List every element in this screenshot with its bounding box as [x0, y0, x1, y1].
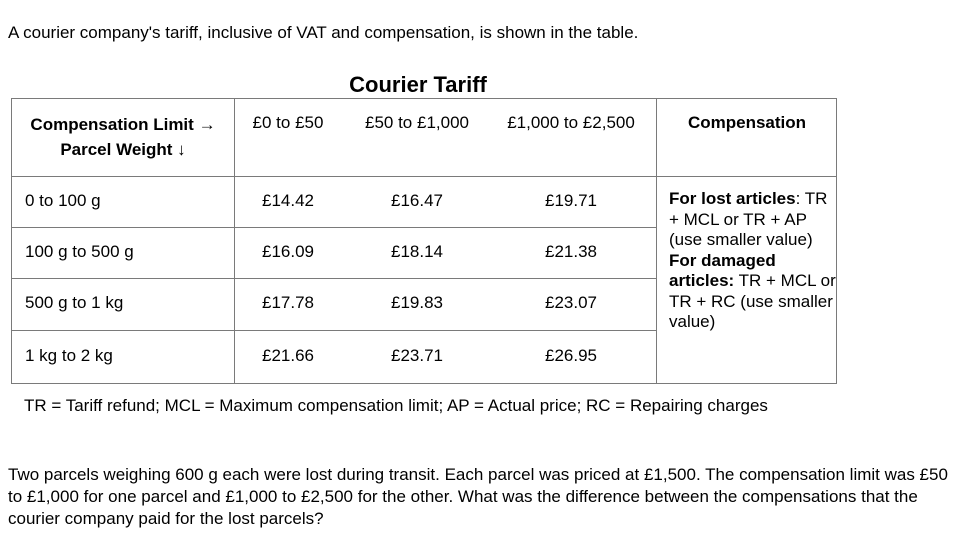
grid-line — [656, 176, 837, 177]
question-text: Two parcels weighing 600 g each were lost during transit. Each parcel was priced at £1,500. The compensation limit was £50 to £1,000 for one parcel and £1,000 to £2,500 for the other. What was the difference between the compensations that the courier company paid for the lost parcels? — [8, 465, 948, 528]
damaged-articles-rule: TR + MCL or TR + RC (use smaller value) — [669, 271, 836, 331]
weight-cell: 1 kg to 2 kg — [25, 346, 113, 365]
weight-cell: 0 to 100 g — [25, 191, 101, 210]
column-header: £1,000 to £2,500 — [507, 113, 635, 132]
tariff-cell: £23.71 — [391, 346, 443, 365]
tariff-cell: £14.42 — [262, 191, 314, 210]
lost-articles-label: For lost articles — [669, 189, 796, 208]
grid-line — [234, 99, 235, 383]
tariff-cell: £19.83 — [391, 293, 443, 312]
table-title: Courier Tariff — [349, 72, 487, 97]
column-header: £50 to £1,000 — [365, 113, 469, 132]
intro-text: A courier company's tariff, inclusive of VAT and compensation, is shown in the table. — [8, 23, 639, 42]
row-header-label: Compensation Limit → — [30, 115, 216, 134]
lost-articles-colon: : — [795, 189, 801, 208]
lost-articles-rule: TR + MCL or TR + AP (use smaller value) — [669, 189, 828, 249]
tariff-cell: £19.71 — [545, 191, 597, 210]
column-header: Compensation — [687, 113, 807, 132]
tariff-cell: £17.78 — [262, 293, 314, 312]
weight-cell: 500 g to 1 kg — [25, 293, 124, 312]
grid-line — [12, 176, 656, 177]
damaged-articles-label: For damaged articles: — [669, 250, 776, 290]
tariff-cell: £16.47 — [391, 191, 443, 210]
tariff-cell: £21.66 — [262, 346, 314, 365]
compensation-rules — [669, 189, 839, 333]
grid-line — [12, 227, 656, 228]
grid-line — [656, 99, 657, 383]
tariff-table — [11, 98, 837, 384]
column-header: £0 to £50 — [252, 113, 324, 132]
tariff-cell: £23.07 — [545, 293, 597, 312]
row-header-label-2: Parcel Weight ↓ — [60, 140, 186, 159]
abbreviation-legend: TR = Tariff refund; MCL = Maximum compensation limit; AP = Actual price; RC = Repairing charges — [24, 396, 768, 415]
grid-line — [12, 330, 656, 331]
tariff-cell: £26.95 — [545, 346, 597, 365]
tariff-cell: £16.09 — [262, 242, 314, 261]
tariff-cell: £21.38 — [545, 242, 597, 261]
weight-cell: 100 g to 500 g — [25, 242, 134, 261]
grid-line — [12, 278, 656, 279]
tariff-cell: £18.14 — [391, 242, 443, 261]
